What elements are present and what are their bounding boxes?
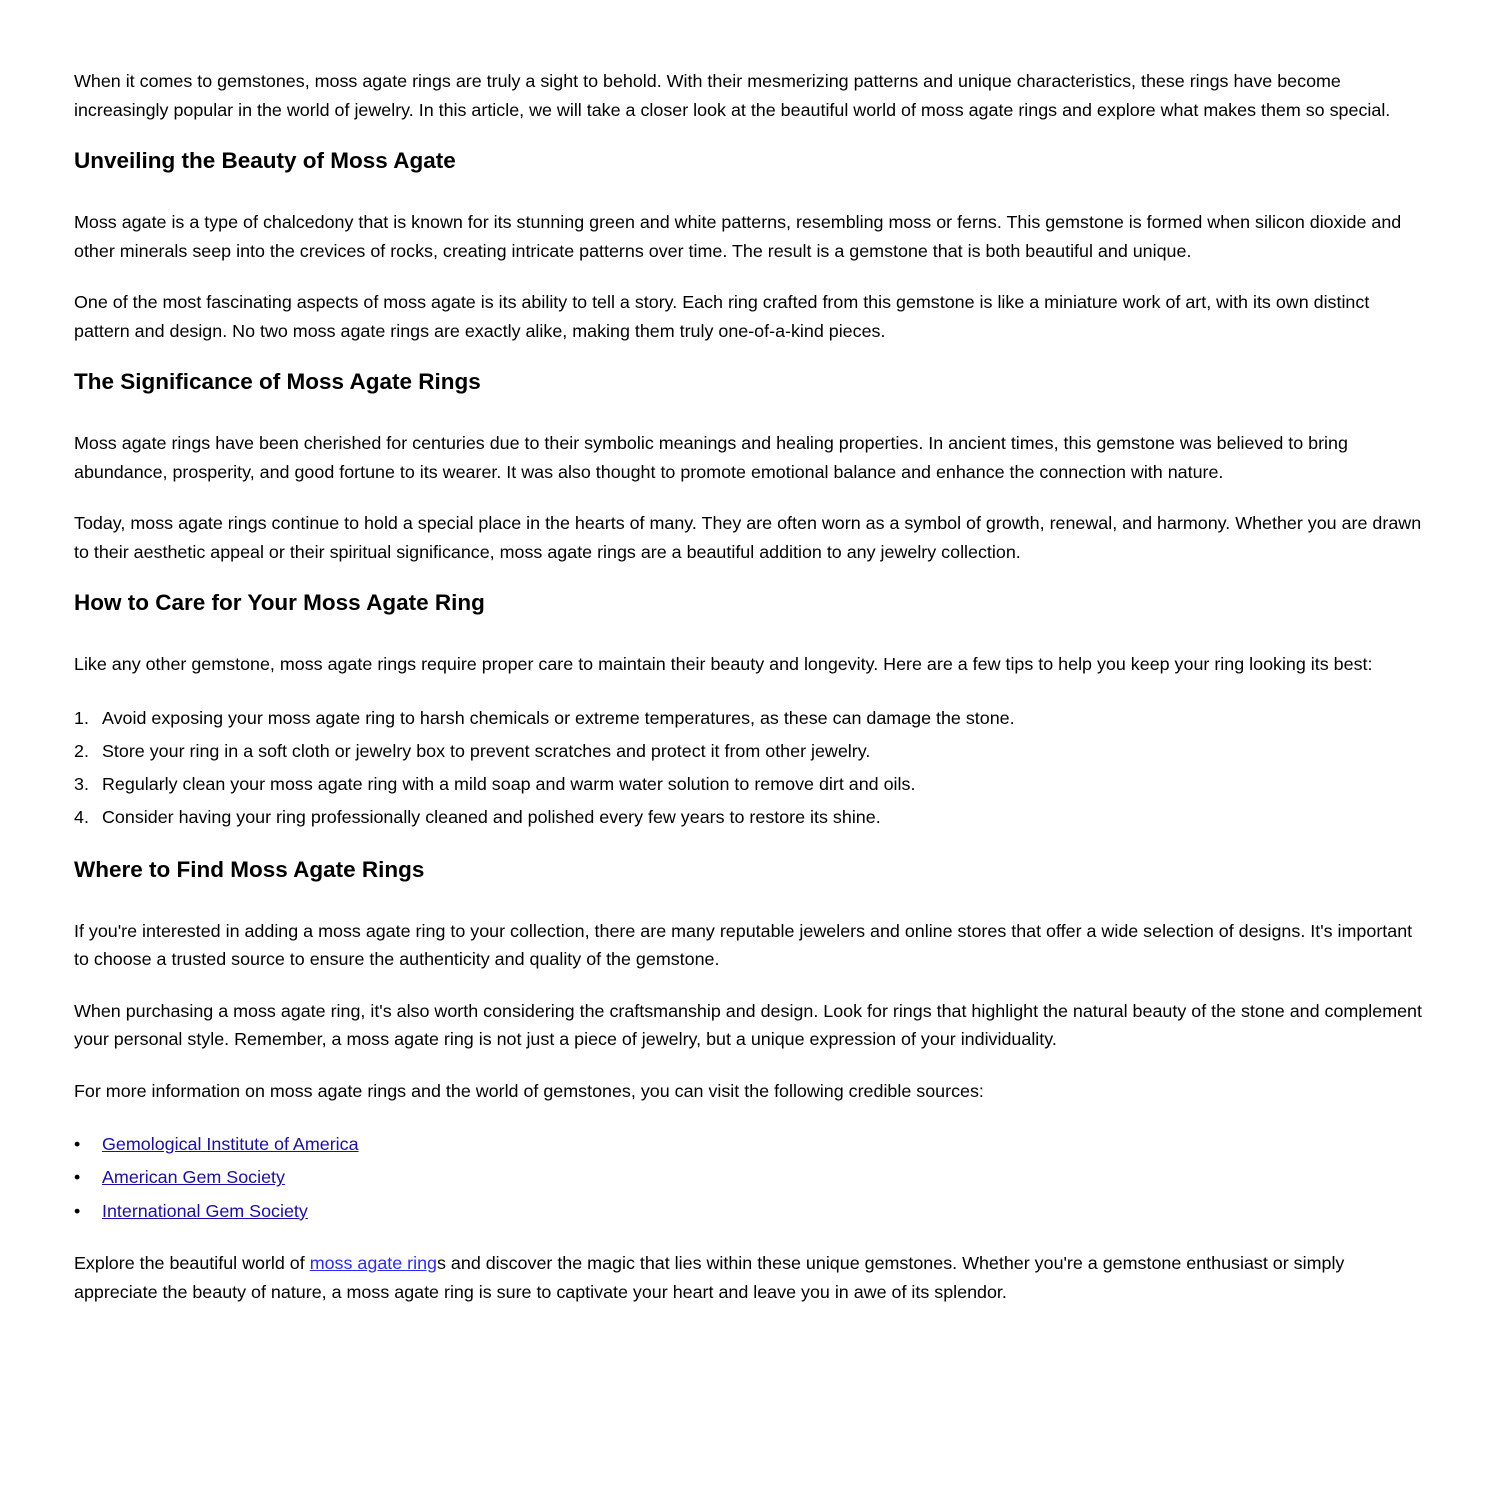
article-body bbox=[74, 67, 1426, 1329]
section-heading-where: Where to Find Moss Agate Rings bbox=[74, 856, 425, 882]
list-item bbox=[74, 1161, 1426, 1194]
list-number: 1. bbox=[74, 707, 89, 728]
list-item-text: Regularly clean your moss agate ring with a mild soap and warm water solution to remove dirt and oils. bbox=[102, 774, 916, 795]
sources-list bbox=[74, 1128, 1426, 1228]
bullet-icon: • bbox=[74, 1134, 81, 1155]
list-item-text: Consider having your ring professionally cleaned and polished every few years to restore its shine. bbox=[102, 807, 881, 828]
list-item-text: Avoid exposing your moss agate ring to harsh chemicals or extreme temperatures, as these can damage the stone. bbox=[102, 707, 1015, 728]
list-item bbox=[74, 801, 1426, 834]
list-number: 2. bbox=[74, 740, 89, 761]
care-tips-list bbox=[74, 702, 1426, 835]
moss-agate-ring-link[interactable]: moss agate ring bbox=[309, 1253, 437, 1274]
closing-text-end: s and discover the magic that lies within these unique gemstones. Whether you're a gemstone enthusiast or simply appreciate the beauty of nature, a moss agate ring is sure to captivate your heart and leave you in awe of its splendor. bbox=[74, 1253, 1345, 1302]
closing-paragraph bbox=[74, 1249, 1426, 1306]
closing-text-start: Explore the beautiful world of bbox=[74, 1253, 310, 1274]
list-number: 3. bbox=[74, 774, 89, 795]
list-item bbox=[74, 1128, 1426, 1161]
source-link-ags[interactable]: American Gem Society bbox=[102, 1167, 285, 1188]
section-heading-care: How to Care for Your Moss Agate Ring bbox=[74, 590, 485, 615]
section-heading-significance: The Significance of Moss Agate Rings bbox=[74, 369, 481, 394]
where-paragraph-3: For more information on moss agate rings and the world of gemstones, you can visit the following credible sources: bbox=[74, 1080, 984, 1101]
list-item bbox=[74, 702, 1426, 735]
list-item bbox=[74, 768, 1426, 801]
list-item bbox=[74, 735, 1426, 768]
significance-paragraph-2: Today, moss agate rings continue to hold a special place in the hearts of many. They are often worn as a symbol of growth, renewal, and harmony. Whether you are drawn to their aesthetic appeal or their spiritual significance, moss agate rings are a beautiful addition to any jewelry collection. bbox=[74, 513, 1422, 562]
beauty-paragraph-2: One of the most fascinating aspects of moss agate is its ability to tell a story. Each ring crafted from this gemstone is like a miniature work of art, with its own distinct pattern and design. No two moss agate rings are exactly alike, making them truly one-of-a-kind pieces. bbox=[74, 292, 1370, 341]
list-item-text: Store your ring in a soft cloth or jewelry box to prevent scratches and protect it from other jewelry. bbox=[102, 740, 871, 761]
where-paragraph-1: If you're interested in adding a moss agate ring to your collection, there are many reputable jewelers and online stores that offer a wide selection of designs. It's important to choose a trusted source to ensure the authenticity and quality of the gemstone. bbox=[74, 920, 1413, 970]
bullet-icon: • bbox=[74, 1167, 81, 1188]
list-number: 4. bbox=[74, 807, 89, 828]
where-paragraph-2: When purchasing a moss agate ring, it's also worth considering the craftsmanship and design. Look for rings that highlight the natural beauty of the stone and complement your personal style. Remember, a moss agate ring is not just a piece of jewelry, but a unique expression of your individuality. bbox=[74, 1000, 1422, 1050]
beauty-paragraph-1: Moss agate is a type of chalcedony that is known for its stunning green and white patterns, resembling moss or ferns. This gemstone is formed when silicon dioxide and other minerals seep into the crevices of rocks, creating intricate patterns over time. The result is a gemstone that is both beautiful and unique. bbox=[74, 212, 1402, 261]
bullet-icon: • bbox=[74, 1200, 81, 1221]
intro-paragraph: When it comes to gemstones, moss agate rings are truly a sight to behold. With their mesmerizing patterns and unique characteristics, these rings have become increasingly popular in the world of jewelry. In this article, we will take a closer look at the beautiful world of moss agate rings and explore what makes them so special. bbox=[74, 71, 1391, 120]
source-link-gia[interactable]: Gemological Institute of America bbox=[102, 1134, 359, 1155]
source-link-igs[interactable]: International Gem Society bbox=[102, 1200, 308, 1221]
care-paragraph: Like any other gemstone, moss agate rings require proper care to maintain their beauty and longevity. Here are a few tips to help you keep your ring looking its best: bbox=[74, 654, 1373, 674]
significance-paragraph-1: Moss agate rings have been cherished for centuries due to their symbolic meanings and healing properties. In ancient times, this gemstone was believed to bring abundance, prosperity, and good fortune to its wearer. It was also thought to promote emotional balance and enhance the connection with nature. bbox=[74, 433, 1348, 482]
section-heading-beauty: Unveiling the Beauty of Moss Agate bbox=[74, 148, 456, 173]
list-item bbox=[74, 1195, 1426, 1228]
